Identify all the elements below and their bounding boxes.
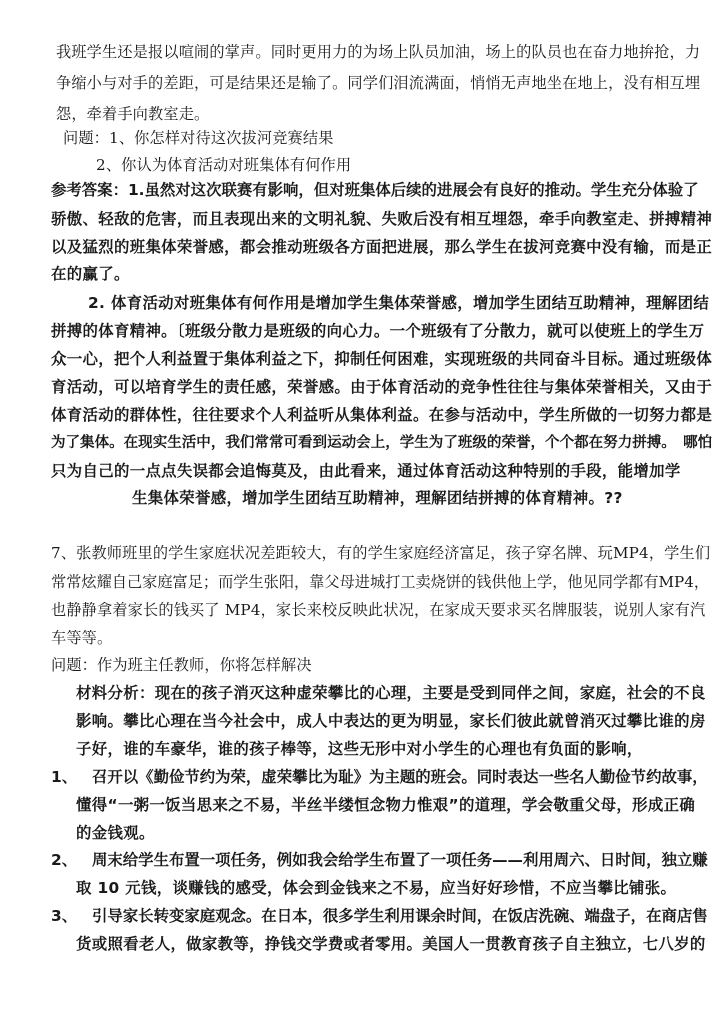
case-line-4: 车等等。: [51, 629, 113, 647]
answer-line-7: 众一心，把个人利益置于集体利益之下，抑制任何困难，实现班级的共同奋斗目标。通过班级体: [51, 350, 713, 368]
measure-1-line-1: 召开以《勤俭节约为荣，虚荣攀比为耻》为主题的班会。同时表达一些名人勤俭节约故事，: [92, 768, 708, 786]
measure-2-line-2: 取 10 元钱，谈赚钱的感受，体会到金钱来之不易，应当好好珍惜，不应当攀比铺张。: [76, 879, 677, 897]
story-line-2: 争缩小与对手的差距，可是结果还是输了。同学们泪流满面，悄悄无声地坐在地上，没有相互埋: [56, 74, 701, 92]
answer-line-5: 2. 体育活动对班集体有何作用是增加学生集体荣誉感，增加学生团结互助精神，理解团结: [88, 294, 710, 312]
answer-line-3: 以及猛烈的班集体荣誉感，都会推动班级各方面把进展，那么学生在拔河竞赛中没有输，而是正: [51, 238, 713, 256]
case-question: 问题：作为班主任教师，你将怎样解决: [51, 656, 312, 674]
analysis-line-3: 子好，谁的车豪华，谁的孩子棒等，这些无形中对小学生的心理也有负面的影响，: [76, 740, 643, 758]
measure-1-line-2: 懂得“一粥一饭当思来之不易，半丝半缕恒念物力惟艰”的道理，学会敬重父母，形成正确: [76, 796, 696, 814]
answer-line-1: 参考答案：1.虽然对这次联赛有影响，但对班集体后续的进展会有良好的推动。学生充分体验了: [51, 181, 699, 199]
story-line-3: 怨，牵着手向教室走。: [56, 105, 210, 123]
measure-1-line-3: 的金钱观。: [76, 824, 155, 842]
answer-line-8: 育活动，可以培育学生的责任感，荣誉感。由于体育活动的竞争性往往与集体荣誉相关，又由于: [51, 378, 713, 396]
measure-1-number: 1、: [51, 768, 78, 786]
measure-3-number: 3、: [51, 907, 78, 925]
answer-line-6: 拼搏的体育精神。〔班级分散力是班级的向心力。一个班级有了分散力，就可以使班上的学生万: [51, 322, 705, 340]
answer-line-2: 骄傲、轻敌的危害，而且表现出来的文明礼貌、失败后没有相互埋怨，牵手向教室走、拼搏精神: [51, 210, 713, 228]
question-1: 问题：1、你怎样对待这次拔河竞赛结果: [63, 129, 334, 147]
answer-line-11: 只为自己的一点点失误都会追悔莫及，由此看来，通过体育活动这种特别的手段，能增加学: [51, 462, 681, 480]
measure-3-line-1: 引导家长转变家庭观念。在日本，很多学生利用课余时间，在饭店洗碗、端盘子，在商店售: [92, 907, 708, 925]
answer-line-4: 在的赢了。: [51, 265, 130, 283]
measure-3-line-2: 货或照看老人，做家教等，挣钱交学费或者零用。美国人一贯教育孩子自主独立，七八岁的: [76, 935, 706, 953]
question-2: 2、你认为体育活动对班集体有何作用: [96, 156, 352, 174]
analysis-line-1: 材料分析：现在的孩子消灭这种虚荣攀比的心理，主要是受到同伴之间，家庭，社会的不良: [76, 684, 706, 702]
case-line-2: 常常炫耀自己家庭富足；而学生张阳，靠父母进城打工卖烧饼的钱供他上学，他见同学都有MP4，: [51, 573, 710, 591]
measure-2-number: 2、: [51, 851, 78, 869]
case-line-3: 也静静拿着家长的钱买了 MP4，家长来校反映此状况，在家成天要求买名牌服装，说别人家有汽: [51, 601, 706, 619]
answer-line-12: 生集体荣誉感，增加学生团结互助精神，理解团结拼搏的体育精神。??: [132, 489, 623, 507]
answer-line-9: 体育活动的群体性，往往要求个人利益听从集体利益。在参与活动中，学生所做的一切努力都是: [51, 406, 713, 424]
case-line-1: 7、张教师班里的学生家庭状况差距较大，有的学生家庭经济富足，孩子穿名牌、玩MP4，学生们: [51, 544, 711, 562]
story-line-1: 我班学生还是报以喧闹的掌声。同时更用力的为场上队员加油，场上的队员也在奋力地拚抢，力: [56, 43, 701, 61]
answer-line-10: 为了集体。在现实生活中，我们常常可看到运动会上，学生为了班级的荣誉，个个都在努力拼搏。 哪怕: [51, 435, 713, 451]
measure-2-line-1: 周末给学生布置一项任务，例如我会给学生布置了一项任务——利用周六、日时间，独立赚: [92, 851, 708, 869]
analysis-line-2: 影响。攀比心理在当今社会中，成人中表达的更为明显，家长们彼此就曾消灭过攀比谁的房: [76, 712, 706, 730]
